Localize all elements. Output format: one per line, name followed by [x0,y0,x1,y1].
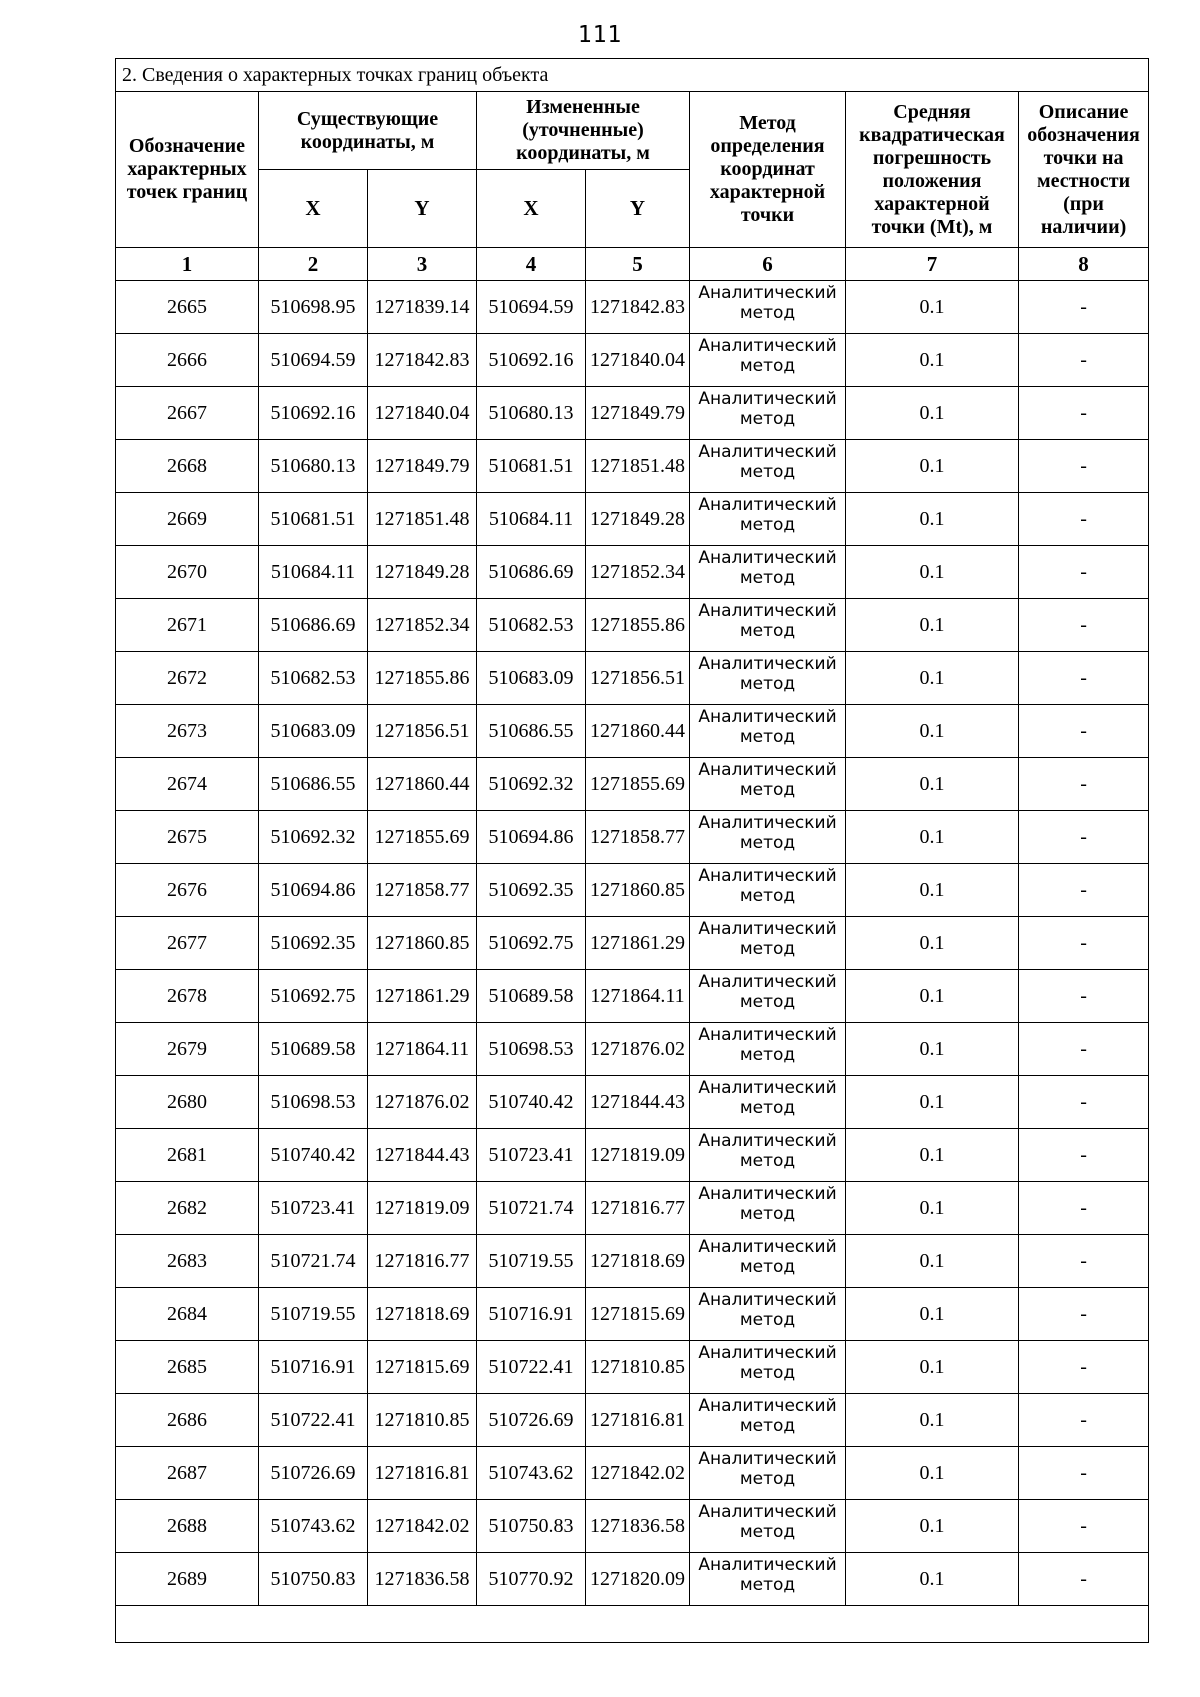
changed-x-cell: 510726.69 [477,1394,586,1447]
method-line-2: метод [739,621,796,642]
column-number: 4 [477,248,586,281]
existing-y-cell: 1271860.44 [368,758,477,811]
column-number: 6 [690,248,846,281]
method-line-1: Аналитический [698,1131,837,1151]
description-cell: - [1019,1500,1149,1553]
existing-x-cell: 510719.55 [259,1288,368,1341]
changed-y-cell: 1271860.85 [586,864,690,917]
table-row [116,705,1149,758]
changed-y-cell: 1271816.77 [586,1182,690,1235]
existing-x-cell: 510683.09 [259,705,368,758]
changed-y-cell: 1271860.44 [586,705,690,758]
mean-error-cell: 0.1 [846,1076,1019,1129]
mean-error-cell: 0.1 [846,811,1019,864]
table-row [116,1076,1149,1129]
existing-x-cell: 510722.41 [259,1394,368,1447]
existing-y-cell: 1271849.79 [368,440,477,493]
existing-y-cell: 1271864.11 [368,1023,477,1076]
point-id-cell: 2681 [116,1129,259,1182]
method-cell [690,1129,846,1182]
changed-y-cell: 1271855.86 [586,599,690,652]
mean-error-cell: 0.1 [846,387,1019,440]
method-line-1: Аналитический [698,1025,837,1045]
point-id-cell: 2679 [116,1023,259,1076]
mean-error-cell: 0.1 [846,705,1019,758]
changed-x-cell: 510692.16 [477,334,586,387]
boundary-points-table [115,58,1149,1643]
mean-error-cell: 0.1 [846,1341,1019,1394]
table-row [116,334,1149,387]
changed-x-cell: 510743.62 [477,1447,586,1500]
mean-error-cell: 0.1 [846,1023,1019,1076]
changed-y-cell: 1271851.48 [586,440,690,493]
existing-y-cell: 1271849.28 [368,546,477,599]
existing-y-cell: 1271856.51 [368,705,477,758]
method-line-1: Аналитический [698,1449,837,1469]
description-cell: - [1019,1394,1149,1447]
mean-error-cell: 0.1 [846,652,1019,705]
method-line-1: Аналитический [698,1396,837,1416]
changed-x-cell: 510723.41 [477,1129,586,1182]
changed-x-cell: 510740.42 [477,1076,586,1129]
mean-error-cell: 0.1 [846,1235,1019,1288]
method-line-2: метод [739,1575,796,1596]
existing-y-cell: 1271860.85 [368,917,477,970]
method-line-2: метод [739,727,796,748]
mean-error-cell: 0.1 [846,1129,1019,1182]
changed-y-cell: 1271810.85 [586,1341,690,1394]
point-id-cell: 2687 [116,1447,259,1500]
point-id-cell: 2669 [116,493,259,546]
existing-x-cell: 510740.42 [259,1129,368,1182]
header-mean-error: Средняя квадратическая погрешность положения характерной точки (Mt), м [846,92,1019,248]
changed-x-cell: 510692.75 [477,917,586,970]
section-title: 2. Сведения о характерных точках границ объекта [116,59,1149,92]
method-line-2: метод [739,303,796,324]
point-id-cell: 2678 [116,970,259,1023]
method-cell [690,864,846,917]
point-id-cell: 2685 [116,1341,259,1394]
existing-x-cell: 510684.11 [259,546,368,599]
existing-x-cell: 510721.74 [259,1235,368,1288]
header-changed-x: X [477,170,586,248]
existing-y-cell: 1271839.14 [368,281,477,334]
changed-y-cell: 1271840.04 [586,334,690,387]
changed-x-cell: 510689.58 [477,970,586,1023]
existing-x-cell: 510686.55 [259,758,368,811]
changed-y-cell: 1271849.28 [586,493,690,546]
existing-y-cell: 1271852.34 [368,599,477,652]
method-line-1: Аналитический [698,1290,837,1310]
table-row [116,758,1149,811]
method-line-1: Аналитический [698,1343,837,1363]
table-row [116,440,1149,493]
table-row [116,652,1149,705]
changed-y-cell: 1271861.29 [586,917,690,970]
method-cell [690,599,846,652]
table-row [116,1129,1149,1182]
method-line-2: метод [739,1416,796,1437]
existing-y-cell: 1271855.86 [368,652,477,705]
method-line-1: Аналитический [698,654,837,674]
changed-y-cell: 1271852.34 [586,546,690,599]
changed-x-cell: 510680.13 [477,387,586,440]
mean-error-cell: 0.1 [846,334,1019,387]
method-line-1: Аналитический [698,866,837,886]
method-cell [690,1076,846,1129]
description-cell: - [1019,387,1149,440]
method-cell [690,1447,846,1500]
mean-error-cell: 0.1 [846,493,1019,546]
changed-y-cell: 1271836.58 [586,1500,690,1553]
description-cell: - [1019,1553,1149,1606]
description-cell: - [1019,970,1149,1023]
table-footer-empty-row [116,1606,1149,1643]
mean-error-cell: 0.1 [846,864,1019,917]
method-line-2: метод [739,833,796,854]
existing-x-cell: 510743.62 [259,1500,368,1553]
changed-x-cell: 510686.69 [477,546,586,599]
point-id-cell: 2677 [116,917,259,970]
method-line-2: метод [739,992,796,1013]
changed-y-cell: 1271849.79 [586,387,690,440]
changed-x-cell: 510722.41 [477,1341,586,1394]
table-row [116,546,1149,599]
method-line-1: Аналитический [698,972,837,992]
description-cell: - [1019,811,1149,864]
header-existing-x: X [259,170,368,248]
table-row [116,864,1149,917]
changed-x-cell: 510692.32 [477,758,586,811]
changed-x-cell: 510694.86 [477,811,586,864]
changed-x-cell: 510682.53 [477,599,586,652]
method-line-2: метод [739,1151,796,1172]
header-point-designation: Обозначение характерных точек границ [116,92,259,248]
method-cell [690,811,846,864]
method-cell [690,334,846,387]
method-line-2: метод [739,1045,796,1066]
method-line-1: Аналитический [698,389,837,409]
table-row [116,493,1149,546]
method-cell [690,1288,846,1341]
table-row [116,1447,1149,1500]
mean-error-cell: 0.1 [846,917,1019,970]
mean-error-cell: 0.1 [846,1500,1019,1553]
column-number: 7 [846,248,1019,281]
method-line-2: метод [739,780,796,801]
method-cell [690,1182,846,1235]
existing-y-cell: 1271844.43 [368,1129,477,1182]
method-line-2: метод [739,939,796,960]
existing-y-cell: 1271815.69 [368,1341,477,1394]
existing-y-cell: 1271818.69 [368,1288,477,1341]
existing-x-cell: 510716.91 [259,1341,368,1394]
method-line-1: Аналитический [698,707,837,727]
existing-x-cell: 510680.13 [259,440,368,493]
point-id-cell: 2674 [116,758,259,811]
method-line-1: Аналитический [698,1502,837,1522]
changed-y-cell: 1271816.81 [586,1394,690,1447]
changed-x-cell: 510719.55 [477,1235,586,1288]
existing-y-cell: 1271876.02 [368,1076,477,1129]
changed-x-cell: 510716.91 [477,1288,586,1341]
changed-x-cell: 510684.11 [477,493,586,546]
existing-x-cell: 510682.53 [259,652,368,705]
point-id-cell: 2670 [116,546,259,599]
table-row [116,387,1149,440]
existing-x-cell: 510698.53 [259,1076,368,1129]
description-cell: - [1019,1023,1149,1076]
header-existing-coords: Существующие координаты, м [259,92,477,170]
point-id-cell: 2676 [116,864,259,917]
description-cell: - [1019,599,1149,652]
existing-x-cell: 510698.95 [259,281,368,334]
changed-x-cell: 510770.92 [477,1553,586,1606]
header-method: Метод определения координат характерной точки [690,92,846,248]
point-id-cell: 2671 [116,599,259,652]
method-line-1: Аналитический [698,1078,837,1098]
table-row [116,281,1149,334]
method-cell [690,758,846,811]
changed-x-cell: 510692.35 [477,864,586,917]
changed-y-cell: 1271856.51 [586,652,690,705]
method-cell [690,387,846,440]
method-line-2: метод [739,1098,796,1119]
method-cell [690,970,846,1023]
method-line-2: метод [739,1257,796,1278]
method-cell [690,705,846,758]
mean-error-cell: 0.1 [846,970,1019,1023]
method-cell [690,917,846,970]
existing-x-cell: 510694.59 [259,334,368,387]
existing-y-cell: 1271810.85 [368,1394,477,1447]
changed-x-cell: 510698.53 [477,1023,586,1076]
description-cell: - [1019,281,1149,334]
method-line-2: метод [739,1522,796,1543]
table-row [116,970,1149,1023]
mean-error-cell: 0.1 [846,599,1019,652]
existing-x-cell: 510692.35 [259,917,368,970]
description-cell: - [1019,493,1149,546]
changed-y-cell: 1271844.43 [586,1076,690,1129]
existing-y-cell: 1271840.04 [368,387,477,440]
header-changed-coords: Измененные (уточненные) координаты, м [477,92,690,170]
existing-y-cell: 1271851.48 [368,493,477,546]
method-cell [690,1023,846,1076]
mean-error-cell: 0.1 [846,281,1019,334]
method-cell [690,1341,846,1394]
point-id-cell: 2668 [116,440,259,493]
description-cell: - [1019,1129,1149,1182]
existing-x-cell: 510692.32 [259,811,368,864]
method-cell [690,493,846,546]
existing-x-cell: 510689.58 [259,1023,368,1076]
method-line-1: Аналитический [698,1237,837,1257]
changed-x-cell: 510721.74 [477,1182,586,1235]
mean-error-cell: 0.1 [846,1394,1019,1447]
description-cell: - [1019,758,1149,811]
changed-x-cell: 510694.59 [477,281,586,334]
changed-y-cell: 1271815.69 [586,1288,690,1341]
description-cell: - [1019,1341,1149,1394]
table-row [116,811,1149,864]
existing-y-cell: 1271816.81 [368,1447,477,1500]
method-line-2: метод [739,568,796,589]
description-cell: - [1019,1447,1149,1500]
point-id-cell: 2665 [116,281,259,334]
changed-y-cell: 1271876.02 [586,1023,690,1076]
description-cell: - [1019,1182,1149,1235]
mean-error-cell: 0.1 [846,1447,1019,1500]
method-line-1: Аналитический [698,548,837,568]
mean-error-cell: 0.1 [846,546,1019,599]
table-body [116,281,1149,1606]
method-line-1: Аналитический [698,919,837,939]
method-line-2: метод [739,462,796,483]
point-id-cell: 2689 [116,1553,259,1606]
method-line-1: Аналитический [698,813,837,833]
point-id-cell: 2667 [116,387,259,440]
method-line-2: метод [739,1204,796,1225]
column-number: 8 [1019,248,1149,281]
changed-y-cell: 1271855.69 [586,758,690,811]
existing-y-cell: 1271858.77 [368,864,477,917]
point-id-cell: 2686 [116,1394,259,1447]
method-line-1: Аналитический [698,601,837,621]
changed-y-cell: 1271842.02 [586,1447,690,1500]
header-changed-y: Y [586,170,690,248]
changed-y-cell: 1271864.11 [586,970,690,1023]
point-id-cell: 2684 [116,1288,259,1341]
existing-x-cell: 510686.69 [259,599,368,652]
method-line-1: Аналитический [698,1555,837,1575]
mean-error-cell: 0.1 [846,440,1019,493]
column-number: 3 [368,248,477,281]
method-cell [690,440,846,493]
existing-y-cell: 1271816.77 [368,1235,477,1288]
point-id-cell: 2672 [116,652,259,705]
changed-y-cell: 1271858.77 [586,811,690,864]
description-cell: - [1019,652,1149,705]
changed-x-cell: 510681.51 [477,440,586,493]
method-cell [690,1500,846,1553]
mean-error-cell: 0.1 [846,758,1019,811]
description-cell: - [1019,1076,1149,1129]
existing-y-cell: 1271861.29 [368,970,477,1023]
changed-x-cell: 510683.09 [477,652,586,705]
existing-x-cell: 510681.51 [259,493,368,546]
header-existing-y: Y [368,170,477,248]
existing-x-cell: 510723.41 [259,1182,368,1235]
method-line-2: метод [739,886,796,907]
column-number: 2 [259,248,368,281]
method-line-2: метод [739,1310,796,1331]
column-number: 1 [116,248,259,281]
method-line-2: метод [739,356,796,377]
table-row [116,1288,1149,1341]
description-cell: - [1019,917,1149,970]
table-row [116,1553,1149,1606]
table-row [116,1235,1149,1288]
method-cell [690,652,846,705]
point-id-cell: 2683 [116,1235,259,1288]
changed-y-cell: 1271818.69 [586,1235,690,1288]
method-line-1: Аналитический [698,1184,837,1204]
page-number: 111 [577,22,623,48]
method-cell [690,1235,846,1288]
table-row [116,1182,1149,1235]
method-line-2: метод [739,674,796,695]
table-row [116,917,1149,970]
changed-y-cell: 1271842.83 [586,281,690,334]
method-line-2: метод [739,515,796,536]
description-cell: - [1019,440,1149,493]
description-cell: - [1019,705,1149,758]
method-cell [690,281,846,334]
table-row [116,1394,1149,1447]
point-id-cell: 2680 [116,1076,259,1129]
existing-x-cell: 510726.69 [259,1447,368,1500]
method-line-1: Аналитический [698,495,837,515]
existing-x-cell: 510750.83 [259,1553,368,1606]
point-id-cell: 2675 [116,811,259,864]
method-line-1: Аналитический [698,336,837,356]
mean-error-cell: 0.1 [846,1288,1019,1341]
description-cell: - [1019,1288,1149,1341]
description-cell: - [1019,1235,1149,1288]
existing-x-cell: 510694.86 [259,864,368,917]
existing-x-cell: 510692.75 [259,970,368,1023]
point-id-cell: 2688 [116,1500,259,1553]
point-id-cell: 2666 [116,334,259,387]
existing-y-cell: 1271842.02 [368,1500,477,1553]
point-id-cell: 2682 [116,1182,259,1235]
existing-y-cell: 1271836.58 [368,1553,477,1606]
column-number: 5 [586,248,690,281]
mean-error-cell: 0.1 [846,1553,1019,1606]
table-row [116,1341,1149,1394]
changed-x-cell: 510686.55 [477,705,586,758]
method-cell [690,1553,846,1606]
existing-x-cell: 510692.16 [259,387,368,440]
changed-y-cell: 1271819.09 [586,1129,690,1182]
changed-y-cell: 1271820.09 [586,1553,690,1606]
existing-y-cell: 1271842.83 [368,334,477,387]
method-cell [690,1394,846,1447]
table-row [116,599,1149,652]
method-line-2: метод [739,1469,796,1490]
method-line-2: метод [739,409,796,430]
changed-x-cell: 510750.83 [477,1500,586,1553]
table-row [116,1023,1149,1076]
table-row [116,1500,1149,1553]
description-cell: - [1019,334,1149,387]
existing-y-cell: 1271819.09 [368,1182,477,1235]
method-line-1: Аналитический [698,760,837,780]
description-cell: - [1019,864,1149,917]
method-line-1: Аналитический [698,442,837,462]
existing-y-cell: 1271855.69 [368,811,477,864]
method-line-2: метод [739,1363,796,1384]
description-cell: - [1019,546,1149,599]
header-description: Описание обозначения точки на местности (при наличии) [1019,92,1149,248]
method-line-1: Аналитический [698,283,837,303]
point-id-cell: 2673 [116,705,259,758]
method-cell [690,546,846,599]
mean-error-cell: 0.1 [846,1182,1019,1235]
